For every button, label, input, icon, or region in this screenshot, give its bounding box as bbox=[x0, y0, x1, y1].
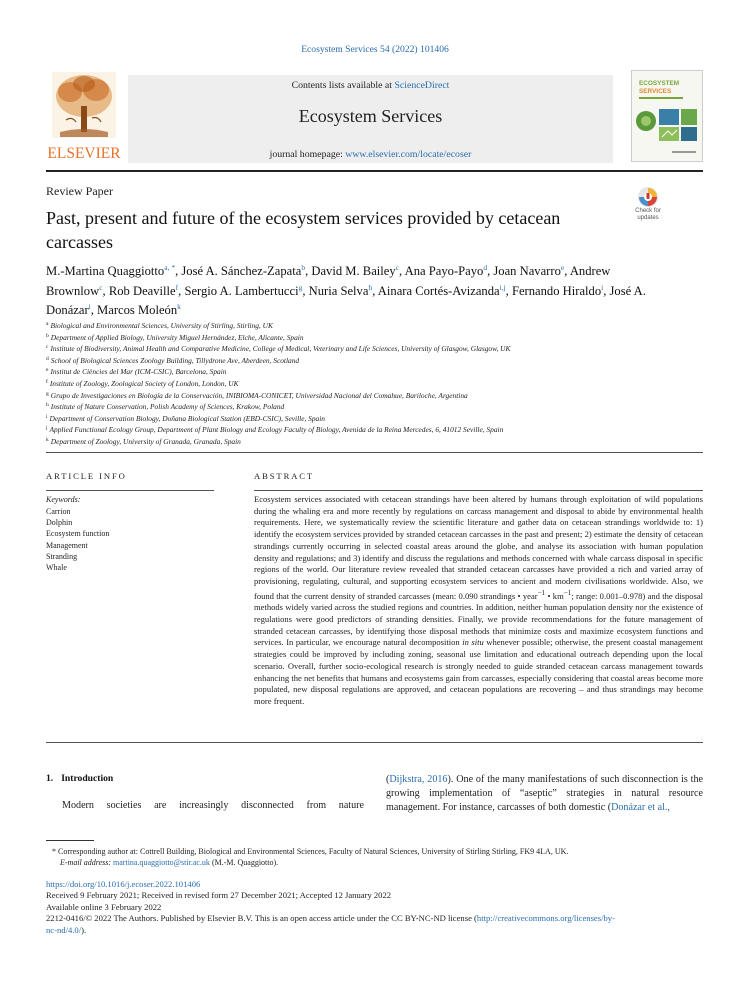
contents-prefix: Contents lists available at bbox=[291, 80, 395, 91]
affiliation-key: i bbox=[46, 413, 48, 420]
affiliation-key: a bbox=[46, 321, 49, 327]
author-affiliation-marker[interactable]: b bbox=[301, 263, 306, 272]
affiliation-text: Institute of Nature Conservation, Polish Academy of Sciences, Krakow, Poland bbox=[50, 402, 285, 412]
author[interactable] bbox=[512, 284, 603, 298]
homepage-line bbox=[128, 149, 613, 160]
author-name[interactable]: Andrew Brownlow bbox=[46, 264, 611, 298]
affiliations-divider bbox=[46, 452, 703, 453]
abstract-heading: ABSTRACT bbox=[254, 471, 315, 481]
affiliation-text: Department of Conservation Biology, Doñana Biological Station (EBD-CSIC), Seville, Spain bbox=[49, 413, 326, 423]
journal-cover-image bbox=[632, 71, 702, 161]
sciencedirect-link[interactable]: ScienceDirect bbox=[394, 80, 450, 91]
intro-left-column: Modern societies are increasingly disconnected from nature bbox=[62, 800, 364, 811]
elsevier-logo bbox=[46, 70, 122, 162]
affiliation-key: c bbox=[46, 344, 49, 351]
author[interactable] bbox=[46, 264, 175, 278]
article-title: Past, present and future of the ecosystem services provided by cetacean carcasses bbox=[46, 208, 561, 252]
abstract-sup-1: −1 bbox=[537, 588, 546, 597]
author[interactable] bbox=[405, 264, 487, 278]
keyword-item: Management bbox=[46, 540, 88, 550]
author-affiliation-marker[interactable]: g bbox=[298, 282, 303, 292]
abstract-part-2: • km bbox=[545, 590, 564, 601]
keyword-item: Carrion bbox=[46, 507, 71, 516]
journal-cover-thumbnail[interactable] bbox=[631, 70, 703, 162]
author-name[interactable]: M.-Martina Quaggiotto bbox=[46, 264, 165, 278]
author-list: M.-Martina Quaggiotto$^{a, *}$, José A. Sánchez-Zapata$^b$, David M. Bailey$^c$, Ana Payo-Payo$^d$, Joan Navarro$^e$, Andrew Brownlow$^c$, Rob Deaville$^f$, Sergio A. Lambertucci$^g$, Nuria Selva$^h$, Ainara Cortés-Avizanda$^{i,j}$, Fernando Hiraldo$^i$, José A. Donázar$^i$, Marcos Moleón$^k$ bbox=[46, 263, 646, 317]
author-affiliation-marker[interactable]: i,j bbox=[499, 282, 506, 292]
affiliation-text: Department of Applied Biology, University Miguel Hernández, Elche, Alicante, Spain bbox=[50, 332, 304, 342]
author-affiliation-marker[interactable]: h bbox=[368, 282, 373, 292]
keyword-list bbox=[46, 506, 109, 573]
affiliation-text: Institute of Zoology, Zoological Society of London, London, UK bbox=[49, 378, 239, 388]
author[interactable] bbox=[378, 284, 506, 298]
corresponding-line bbox=[46, 846, 703, 857]
author-name[interactable]: Fernando Hiraldo bbox=[511, 283, 602, 298]
article-info-heading: ARTICLE INFO bbox=[46, 471, 127, 481]
affiliation-text: Biological and Environmental Sciences, University of Stirling, Stirling, UK bbox=[50, 321, 273, 330]
email-suffix: (M.-M. Quaggiotto). bbox=[209, 858, 279, 868]
author-affiliation-marker[interactable]: a, * bbox=[164, 263, 176, 272]
author-name[interactable]: José A. Donázar bbox=[46, 283, 646, 317]
author-affiliation-marker[interactable]: e bbox=[560, 263, 565, 272]
author-affiliation-marker[interactable]: c bbox=[395, 263, 400, 272]
affiliation-key: d bbox=[46, 355, 49, 362]
cover-title-line2: SERVICES bbox=[639, 88, 672, 95]
elsevier-tree-icon bbox=[46, 70, 122, 162]
affiliation-list bbox=[46, 320, 686, 448]
affiliation-item bbox=[46, 366, 686, 378]
email-link[interactable]: martina.quaggiotto@stir.ac.uk bbox=[113, 858, 210, 868]
header-divider bbox=[46, 170, 703, 172]
author-name[interactable]: Rob Deaville bbox=[108, 283, 176, 298]
author-name[interactable]: Joan Navarro bbox=[493, 264, 561, 278]
affiliation-text: Institut de Ciències del Mar (ICM-CSIC), Barcelona, Spain bbox=[50, 367, 227, 377]
check-for-updates-icon bbox=[630, 186, 666, 208]
affiliation-item bbox=[46, 390, 686, 402]
author-name[interactable]: Ainara Cortés-Avizanda bbox=[377, 283, 500, 298]
footnote-marker: * bbox=[52, 847, 56, 856]
article-type: Review Paper bbox=[46, 184, 113, 198]
author[interactable] bbox=[311, 264, 399, 278]
affiliation-item bbox=[46, 401, 686, 413]
keywords-label: Keywords: bbox=[46, 495, 81, 504]
abstract-sup-2: −1 bbox=[563, 588, 572, 597]
affiliation-item bbox=[46, 320, 686, 332]
license-suffix: ). bbox=[81, 924, 87, 935]
intro-open-paren: ( bbox=[386, 774, 390, 785]
doi-link[interactable]: https://doi.org/10.1016/j.ecoser.2022.101406 bbox=[46, 879, 201, 889]
affiliation-item bbox=[46, 355, 686, 367]
author-name[interactable]: Ana Payo-Payo bbox=[404, 264, 484, 278]
affiliation-key: b bbox=[46, 332, 49, 339]
author-name[interactable]: Marcos Moleón bbox=[97, 303, 178, 317]
keyword-item: Dolphin bbox=[46, 518, 73, 528]
affiliation-key: g bbox=[46, 390, 49, 397]
affiliation-item bbox=[46, 378, 686, 390]
author-name[interactable]: Sergio A. Lambertucci bbox=[184, 283, 299, 298]
cover-title-line1: ECOSYSTEM bbox=[639, 80, 680, 87]
author-affiliation-marker[interactable]: d bbox=[483, 263, 488, 272]
elsevier-wordmark: ELSEVIER bbox=[47, 145, 121, 162]
author-affiliation-marker[interactable]: c bbox=[99, 282, 103, 292]
journal-homepage-link[interactable]: www.elsevier.com/locate/ecoser bbox=[345, 149, 472, 160]
affiliation-item bbox=[46, 332, 686, 344]
citation-link-dijkstra[interactable]: Dijkstra, 2016 bbox=[389, 774, 448, 785]
article-info-rule bbox=[46, 490, 214, 491]
abstract-text bbox=[254, 494, 703, 708]
corresponding-text: Corresponding author at: Cottrell Building, Biological and Environmental Sciences, Faculty of Natural Sciences, University of Stirling Stirling, FK9 4LA, UK. bbox=[56, 847, 569, 856]
license-line-2 bbox=[46, 925, 703, 936]
abstract-part-1: Ecosystem services associated with cetacean strandings have been altered by humans through exploitation of wild populations during the whaling era and more recently by regulations on carcass management and disposal to abide by environmental health requirements. Here, we systematically review the scientific literature and gather data on cetacean strandings worldwide to: 1) identify the ecosystem services provided by stranded cetacean carcasses in the past and present; 2) estimate the density of cetacean strandings currently occurring in selected coastal areas around the globe, and analyse its association with human population density and regulations; and 3) identify and discuss the regulations and methods concerned with whale carcass disposal in specific regions of the world. Our literature review revealed that stranded cetacean carcasses have provided a rich and varied array of provisioning, regulating, cultural, and supporting ecosystem services to ancient and modern civilisations worldwide. Also, we found that the current density of stranded carcasses (mean: 0.090 strandings • year bbox=[254, 494, 703, 601]
affiliation-text: Institute of Biodiversity, Animal Health and Comparative Medicine, College of Medical, Veterinary and Life Sciences, University of Glasgow, Glasgow, UK bbox=[50, 344, 511, 354]
affiliation-text: Department of Zoology, University of Granada, Granada, Spain bbox=[50, 436, 241, 446]
intro-right-column bbox=[386, 773, 703, 815]
affiliation-key: h bbox=[46, 402, 49, 409]
homepage-prefix: journal homepage: bbox=[269, 149, 346, 160]
affiliation-text: Grupo de Investigaciones en Biología de la Conservación, INIBIOMA-CONICET, Universidad Nacional del Comahue, Bariloche, Argentina bbox=[50, 390, 468, 400]
author-affiliation-marker[interactable]: i bbox=[88, 302, 91, 311]
received-dates: Received 9 February 2021; Received in revised form 27 December 2021; Accepted 12 January 2022 bbox=[46, 890, 392, 901]
publication-info bbox=[46, 879, 703, 936]
abstract-rule bbox=[254, 490, 703, 491]
affiliation-text: Applied Functional Ecology Group, Department of Plant Biology and Ecology Faculty of Biology, Avenida de la Reina Mercedes, 6, 41012 Seville, Spain bbox=[49, 425, 504, 435]
check-for-updates-label[interactable]: Check for updates bbox=[635, 208, 661, 221]
journal-title: Ecosystem Services bbox=[298, 106, 443, 126]
author-affiliation-marker[interactable]: k bbox=[177, 302, 181, 311]
author-name[interactable]: Nuria Selva bbox=[308, 283, 369, 298]
email-line bbox=[46, 857, 703, 868]
author[interactable] bbox=[309, 284, 373, 298]
affiliation-item bbox=[46, 424, 686, 436]
author[interactable] bbox=[184, 284, 302, 298]
corresponding-author-footnote bbox=[46, 846, 703, 869]
intro-section-number: 1. bbox=[46, 773, 54, 784]
affiliation-item bbox=[46, 343, 686, 355]
abstract-part-3: ; range: 0.001–0.978) and the disposal methods widely varied across the studied regions and countries. In addition, neither human population density nor the existence of regulations were good predictors of stranding densities. Finally, we provide recommendations for the future management of stranded cetacean carcasses, by identifying those disposal methods that minimize costs and maximize ecosystem functions and services. In particular, we encourage natural decomposition bbox=[254, 590, 704, 648]
affiliation-key: k bbox=[46, 436, 49, 443]
author-affiliation-marker[interactable]: f bbox=[175, 282, 179, 292]
intro-heading bbox=[46, 773, 113, 784]
contents-line bbox=[128, 80, 613, 91]
affiliation-text: School of Biological Sciences Zoology Building, Tillydrone Ave, Aberdeen, Scotland bbox=[50, 355, 300, 365]
abstract-italic-in-situ: in situ bbox=[462, 637, 484, 648]
abstract-bottom-rule bbox=[46, 742, 703, 743]
citation-link-donazar[interactable]: Donázar et al., bbox=[611, 802, 670, 813]
affiliation-key: f bbox=[46, 378, 48, 385]
email-label: E-mail address: bbox=[60, 858, 112, 868]
author[interactable] bbox=[493, 264, 564, 278]
keyword-item: Ecosystem function bbox=[46, 529, 110, 539]
author-name[interactable]: José A. Sánchez-Zapata bbox=[181, 264, 302, 278]
abstract-part-4: whenever possible; otherwise, the present coastal management strategies could be improved by including zoning, seasonal use limitation and educational outreach depending upon the local scenario. Overall, further socio-ecological research is strongly needed to guide stranded cetacean carcass management towards enhancing the net benefits that humans and ecosystems gain from carcasses, especially considering that coastal areas become more populated, new disposal regulations are approved, and cetacean populations are recovering – and thus strandings may become more frequent. bbox=[254, 637, 704, 707]
affiliation-item bbox=[46, 436, 686, 448]
intro-right-text: ). One of the many manifestations of such disconnection is the growing implementation of “aseptic” strategies in natural resource management. For instance, carcasses of both domestic ( bbox=[386, 774, 703, 813]
available-online-date: Available online 3 February 2022 bbox=[46, 901, 162, 912]
author-affiliation-marker[interactable]: i bbox=[601, 282, 604, 292]
license-link-continued[interactable]: nc-nd/4.0/ bbox=[46, 924, 82, 935]
intro-section-title: Introduction bbox=[61, 773, 114, 784]
license-text: 2212-0416/© 2022 The Authors. Published by Elsevier B.V. This is an open access article under the CC BY-NC-ND license ( bbox=[46, 913, 477, 924]
keyword-item: Whale bbox=[46, 563, 67, 573]
author[interactable] bbox=[181, 264, 305, 278]
affiliation-item bbox=[46, 413, 686, 425]
author-name[interactable]: David M. Bailey bbox=[311, 264, 396, 278]
footnote-rule bbox=[46, 840, 94, 841]
author[interactable] bbox=[109, 284, 178, 298]
author[interactable] bbox=[97, 303, 181, 317]
keyword-item: Stranding bbox=[46, 551, 78, 561]
license-link[interactable]: http://creativecommons.org/licenses/by- bbox=[476, 913, 615, 924]
license-line bbox=[46, 913, 703, 924]
journal-reference[interactable]: Ecosystem Services 54 (2022) 101406 bbox=[301, 44, 449, 55]
affiliation-key: j bbox=[46, 425, 48, 432]
affiliation-key: e bbox=[46, 367, 49, 374]
